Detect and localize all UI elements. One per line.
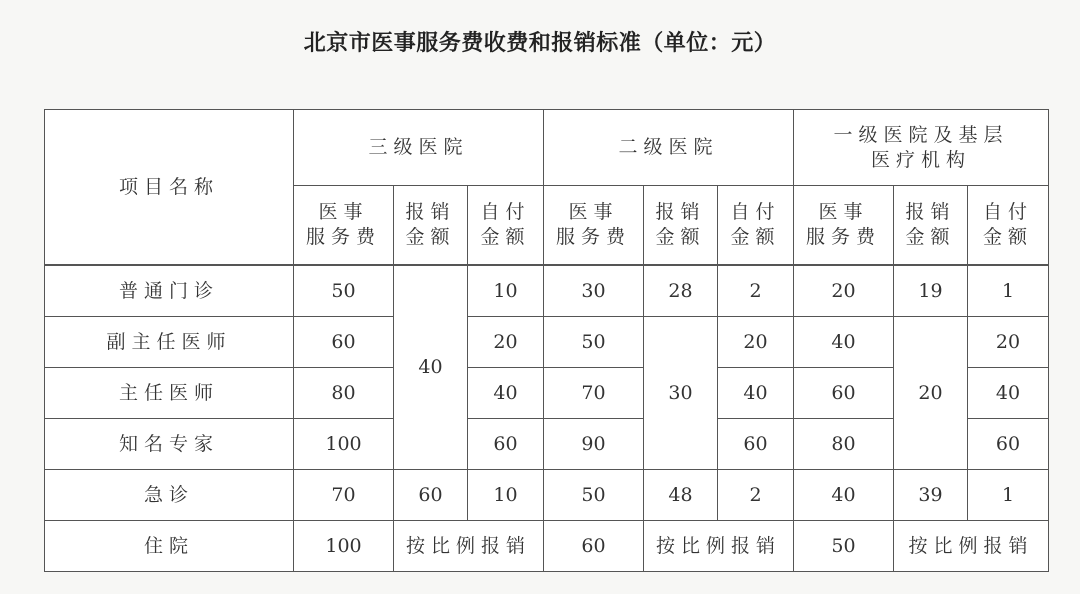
subcol-label: 服务费 [555, 226, 631, 248]
l1-fee-cell: 50 [794, 521, 894, 572]
header-l3-fee [294, 186, 394, 266]
l1-fee-cell: 80 [794, 419, 894, 470]
l1-proportional-note: 按比例报销 [894, 521, 1049, 572]
l2-reimb-cell: 28 [644, 265, 718, 317]
l1-fee-cell: 40 [794, 317, 894, 368]
subcol-label: 医事 [318, 201, 369, 223]
l1-reimb-cell: 39 [894, 470, 968, 521]
subcol-label: 服务费 [805, 226, 881, 248]
subcol-label: 医事 [568, 201, 619, 223]
l1-self-cell: 1 [968, 470, 1049, 521]
header-l2-reimb [644, 186, 718, 266]
page-title: 北京市医事服务费收费和报销标准（单位：元） [303, 31, 777, 56]
l1-self-cell: 1 [968, 265, 1049, 317]
header-l2-self [718, 186, 794, 266]
l1-self-cell: 40 [968, 368, 1049, 419]
l2-fee-cell: 70 [544, 368, 644, 419]
header-l3-self [468, 186, 544, 266]
table-row [45, 521, 1049, 572]
l1-reimb-cell: 19 [894, 265, 968, 317]
subcol-label: 金额 [655, 226, 706, 248]
l3-fee-cell: 100 [294, 521, 394, 572]
row-name: 普通门诊 [45, 265, 294, 317]
row-name: 副主任医师 [45, 317, 294, 368]
header-l1-reimb [894, 186, 968, 266]
header-item-name: 项目名称 [45, 110, 294, 266]
l3-fee-cell: 50 [294, 265, 394, 317]
header-l1-fee [794, 186, 894, 266]
l2-reimb-merged-cell: 30 [644, 317, 718, 470]
l2-fee-cell: 60 [544, 521, 644, 572]
l1-fee-cell: 60 [794, 368, 894, 419]
subcol-label: 金额 [905, 226, 956, 248]
l2-self-cell: 2 [718, 265, 794, 317]
subcol-label: 报销 [905, 201, 956, 223]
l2-self-cell: 2 [718, 470, 794, 521]
subcol-label: 金额 [982, 226, 1033, 248]
l2-reimb-cell: 48 [644, 470, 718, 521]
l3-self-cell: 10 [468, 265, 544, 317]
header-l1-self [968, 186, 1049, 266]
l2-proportional-note: 按比例报销 [644, 521, 794, 572]
subcol-label: 自付 [982, 201, 1033, 223]
subcol-label: 报销 [405, 201, 456, 223]
l1-self-cell: 20 [968, 317, 1049, 368]
table-row [45, 470, 1049, 521]
l2-fee-cell: 50 [544, 470, 644, 521]
l3-self-cell: 40 [468, 368, 544, 419]
row-name: 主任医师 [45, 368, 294, 419]
header-level3-hospital: 三级医院 [294, 110, 544, 186]
subcol-label: 金额 [480, 226, 531, 248]
header-level1-line1: 一级医院及基层 [833, 123, 1009, 146]
row-name: 急诊 [45, 470, 294, 521]
l3-fee-cell: 100 [294, 419, 394, 470]
subcol-label: 自付 [730, 201, 781, 223]
l3-fee-cell: 70 [294, 470, 394, 521]
subcol-label: 报销 [655, 201, 706, 223]
table-row [45, 265, 1049, 317]
l2-fee-cell: 30 [544, 265, 644, 317]
l1-fee-cell: 20 [794, 265, 894, 317]
subcol-label: 金额 [405, 226, 456, 248]
row-name: 住院 [45, 521, 294, 572]
l3-reimb-cell: 60 [394, 470, 468, 521]
l2-self-cell: 40 [718, 368, 794, 419]
subcol-label: 金额 [730, 226, 781, 248]
l3-self-cell: 20 [468, 317, 544, 368]
header-level1-line2: 医疗机构 [870, 148, 971, 171]
header-l3-reimb [394, 186, 468, 266]
l3-self-cell: 60 [468, 419, 544, 470]
l3-fee-cell: 80 [294, 368, 394, 419]
header-row-groups [45, 110, 1049, 186]
l3-self-cell: 10 [468, 470, 544, 521]
fee-table [44, 109, 1049, 572]
l2-fee-cell: 90 [544, 419, 644, 470]
subcol-label: 医事 [818, 201, 869, 223]
l1-reimb-merged-cell: 20 [894, 317, 968, 470]
l2-self-cell: 20 [718, 317, 794, 368]
header-level1-hospital [794, 110, 1049, 186]
l3-reimb-merged-cell: 40 [394, 265, 468, 470]
subcol-label: 自付 [480, 201, 531, 223]
l1-fee-cell: 40 [794, 470, 894, 521]
header-level2-hospital: 二级医院 [544, 110, 794, 186]
l1-self-cell: 60 [968, 419, 1049, 470]
l3-fee-cell: 60 [294, 317, 394, 368]
header-l2-fee [544, 186, 644, 266]
subcol-label: 服务费 [305, 226, 381, 248]
table-row [45, 317, 1049, 368]
l3-proportional-note: 按比例报销 [394, 521, 544, 572]
l2-self-cell: 60 [718, 419, 794, 470]
row-name: 知名专家 [45, 419, 294, 470]
l2-fee-cell: 50 [544, 317, 644, 368]
